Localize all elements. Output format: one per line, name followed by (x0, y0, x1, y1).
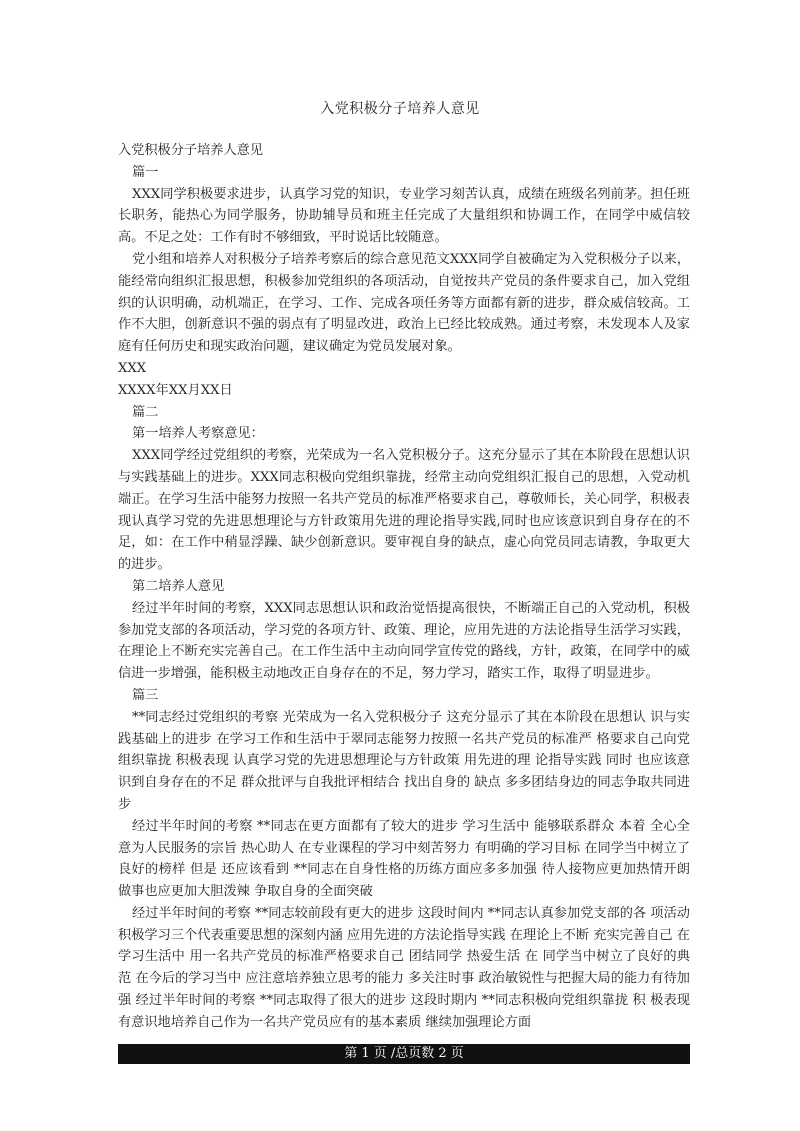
paragraph: 篇二 (132, 404, 159, 420)
paragraph: XXX同学积极要求进步，认真学习党的知识，专业学习刻苦认真，成绩在班级名列前茅。担任班长职务，能热心为同学服务，协助辅导员和班主任完成了大量组织和协调工作，在同学中威信较高。不足之处：工作有时不够细致，平时说话比较随意。 (118, 186, 690, 246)
paragraph: 第二培养人意见 (132, 578, 225, 594)
paragraph: 经过半年时间的考察，XXX同志思想认识和政治觉悟提高很快，不断端正自己的入党动机，积极参加党支部的各项活动，学习党的各项方针、政策、理论，应用先进的方法论指导生活学习实践，在理论上不断充实完善自己。在工作生活中主动向同学宣传党的路线，方针，政策，在同学中的威信进一步增强，能积极主动地改正自身存在的不足，努力学习，踏实工作，取得了明显进步。 (118, 600, 690, 682)
paragraph: **同志经过党组织的考察 光荣成为一名入党积极分子 这充分显示了其在本阶段在思想认 识与实践基础上的进步 在学习工作和生活中于翠同志能努力按照一名共产党员的标准严 格要求自己向党组织靠拢 积极表现 认真学习党的先进思想理论与方针政策 用先进的理 论指导实践 同时 也应该意识到自身存在的不足 群众批评与自我批评相结合 找出自身的 缺点 多多团结身边的同志争取共同进步 (118, 709, 690, 812)
document-body (118, 140, 690, 1034)
page-footer: 第 1 页 /总页数 2 页 (118, 1044, 690, 1064)
paragraph: 第一培养人考察意见： (132, 426, 264, 442)
paragraph: 经过半年时间的考察 **同志较前段有更大的进步 这段时间内 **同志认真参加党支部的各 项活动 积极学习三个代表重要思想的深刻内涵 应用先进的方法论指导实践 在理论上不断 充实完善自己 在学习生活中 用一名共产党员的标准严格要求自己 团结同学 热爱生活 在 同学当中树立了良好的典范 在今后的学习当中 应注意培养独立思考的能力 多关注时事 政治敏锐性与把握大局的能力有待加强 经过半年时间的考察 **同志取得了很大的进步 这段时期内 **同志积极向党组织靠拢 积 极表现 有意识地培养自己作为一名共产党员应有的基本素质 继续加强理论方面 (118, 905, 690, 1030)
paragraph: 经过半年时间的考察 **同志在更方面都有了较大的进步 学习生活中 能够联系群众 本着 全心全意为人民服务的宗旨 热心助人 在专业课程的学习中刻苦努力 有明确的学习目标 在同学当中树立了良好的榜样 但是 还应该看到 **同志在自身性格的历练方面应多多加强 待人接物应更加热情开朗 做事也应更加大胆泼辣 争取自身的全面突破 (118, 818, 690, 900)
paragraph: 篇一 (132, 164, 159, 180)
paragraph: XXXX年XX月XX日 (118, 382, 233, 398)
paragraph: XXX同学经过党组织的考察，光荣成为一名入党积极分子。这充分显示了其在本阶段在思想认识与实践基础上的进步。XXX同志积极向党组织靠拢，经常主动向党组织汇报自己的思想，入党动机端正。在学习生活中能努力按照一名共产党员的标准严格要求自己，尊敬师长，关心同学，积极表现认真学习党的先进思想理论与方针政策用先进的理论指导实践,同时也应该意识到自身存在的不足，如：在工作中稍显浮躁、缺少创新意识。要审视自身的缺点，虚心向党员同志请教，争取更大的进步。 (118, 448, 690, 573)
paragraph: 党小组和培养人对积极分子培养考察后的综合意见范文XXX同学自被确定为入党积极分子以来，能经常向组织汇报思想，积极参加党组织的各项活动，自觉按共产党员的条件要求自己，加入党组织的认识明确，动机端正，在学习、工作、完成各项任务等方面都有新的进步，群众威信较高。工作不大胆，创新意识不强的弱点有了明显改进，政治上已经比较成熟。通过考察，未发现本人及家庭有任何历史和现实政治问题，建议确定为党员发展对象。 (118, 251, 690, 355)
document-title: 入党积极分子培养人意见 (320, 101, 480, 117)
paragraph: XXX (118, 360, 147, 376)
paragraph: 入党积极分子培养人意见 (118, 143, 264, 158)
paragraph: 篇三 (132, 687, 159, 703)
